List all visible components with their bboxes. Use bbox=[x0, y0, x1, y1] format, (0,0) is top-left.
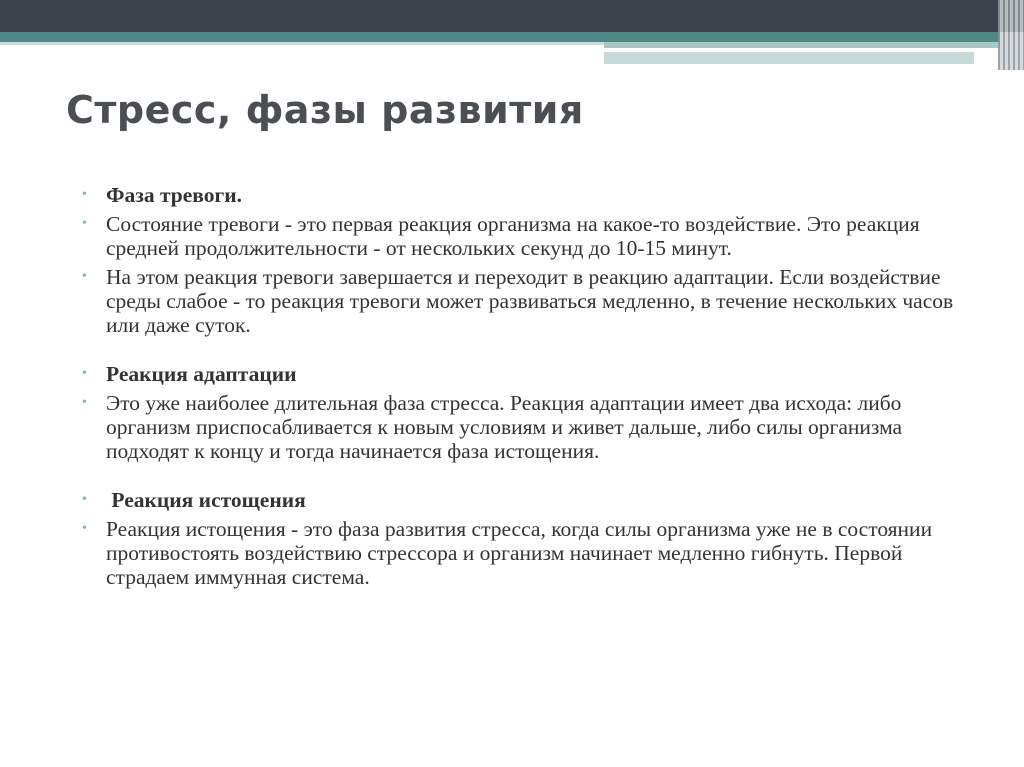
bullet-text: Реакция адаптации bbox=[106, 362, 297, 386]
top-accent-line-right bbox=[604, 42, 1000, 48]
bullet-icon: • bbox=[82, 395, 87, 410]
bullet-heading-exhaustion bbox=[82, 488, 982, 512]
bullet-text: На этом реакция тревоги завершается и переходит в реакцию адаптации. Если воздействие среды слабое - то реакция тревоги может развиваться медленно, в течение нескольких часов или даже суток. bbox=[106, 265, 954, 337]
bullet-text: Фаза тревоги. bbox=[106, 183, 243, 207]
top-accent-line-right-lower bbox=[604, 52, 974, 64]
bullet-icon: • bbox=[82, 521, 87, 536]
bullet-icon: • bbox=[82, 187, 87, 202]
bullet-list bbox=[82, 183, 982, 594]
top-accent-line bbox=[0, 32, 1000, 42]
bullet-icon: • bbox=[82, 492, 87, 507]
bullet-heading-alarm bbox=[82, 183, 982, 207]
bullet-icon: • bbox=[82, 366, 87, 381]
top-decor-bar bbox=[0, 0, 1024, 32]
bullet-item bbox=[82, 391, 982, 463]
bullet-icon: • bbox=[82, 216, 87, 231]
bullet-item bbox=[82, 212, 982, 260]
bullet-heading-adaptation bbox=[82, 362, 982, 386]
bullet-item bbox=[82, 517, 982, 589]
bullet-icon: • bbox=[82, 269, 87, 284]
bullet-text: Состояние тревоги - это первая реакция организма на какое-то воздействие. Это реакция средней продолжительности - от нескольких секунд до 10-15 минут. bbox=[106, 212, 920, 260]
bullet-text: Реакция истощения - это фаза развития стресса, когда силы организма уже не в состоянии противостоять воздействию стрессора и организм начинает медленно гибнуть. Первой страдаем иммунная система. bbox=[106, 517, 933, 589]
slide-title: Стресс, фазы развития bbox=[66, 88, 584, 132]
bullet-item bbox=[82, 265, 982, 337]
bullet-text: Реакция истощения bbox=[106, 488, 306, 512]
top-accent-line-light bbox=[0, 42, 604, 45]
bullet-text: Это уже наиболее длительная фаза стресса. Реакция адаптации имеет два исхода: либо организм приспосабливается к новым условиям и живет дальше, либо силы организма подходят к концу и тогда начинается фаза истощения. bbox=[106, 391, 903, 463]
corner-stripes-decor bbox=[998, 0, 1024, 70]
